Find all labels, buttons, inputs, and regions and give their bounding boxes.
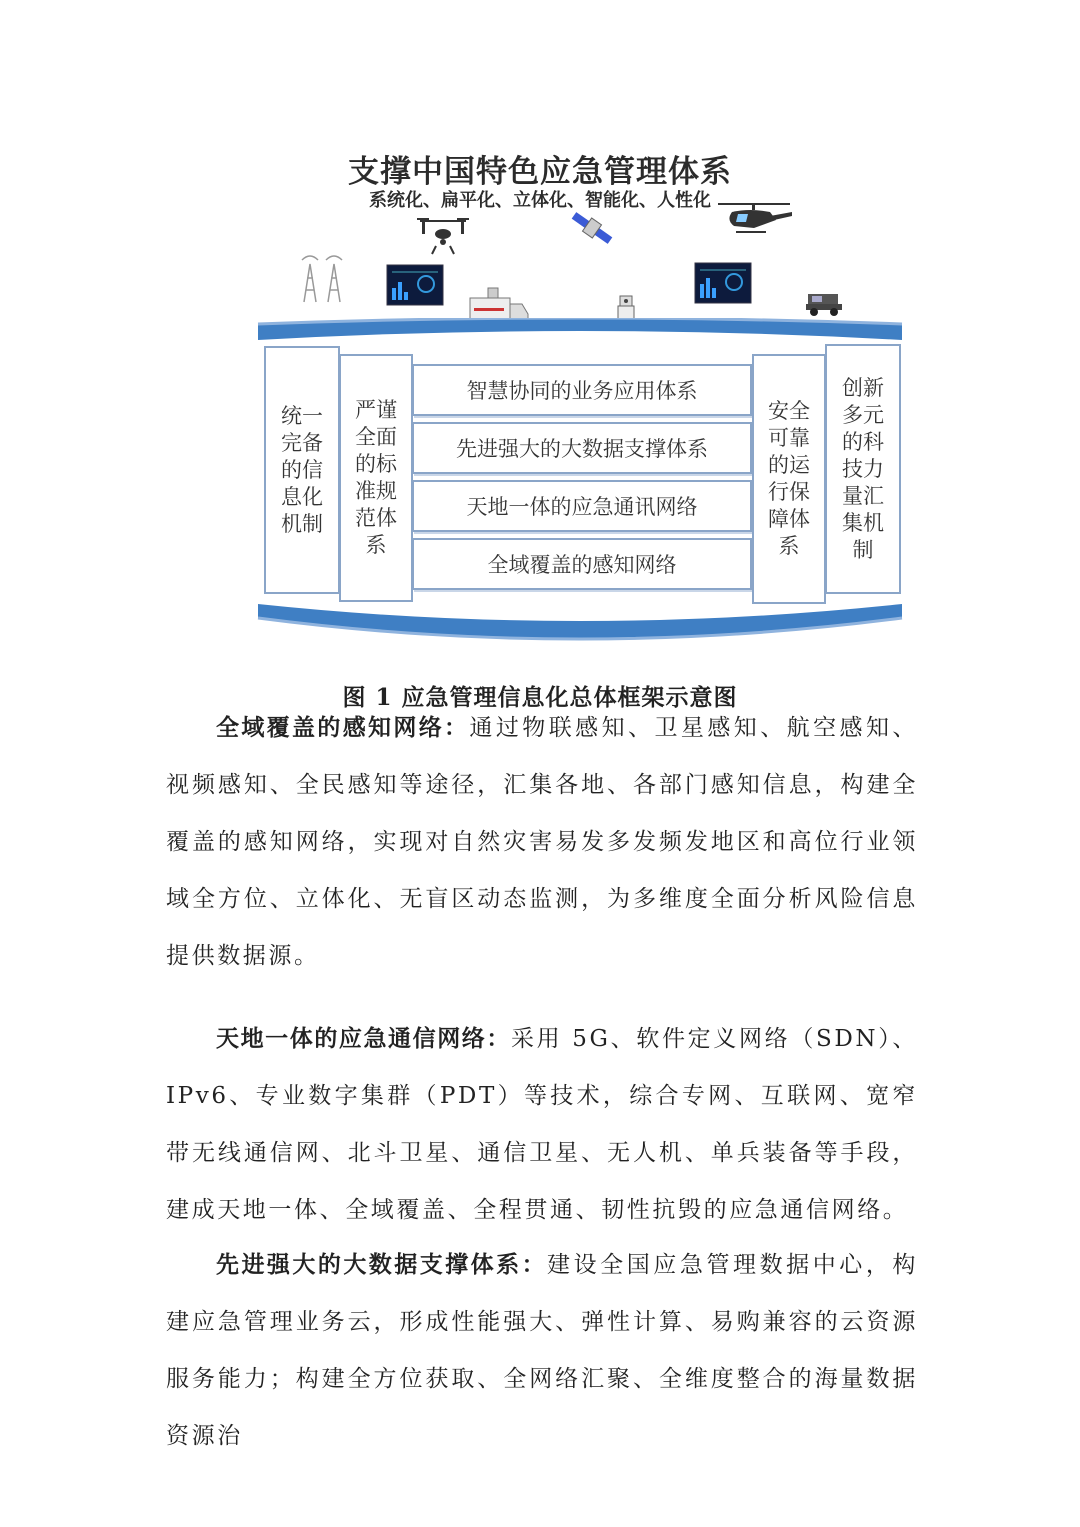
right-column-innovation — [825, 344, 901, 594]
left-column-label: 统一完备的信息化机制 — [281, 403, 323, 536]
drone-icon — [414, 212, 472, 256]
paragraph-communication — [166, 1010, 918, 1239]
paragraph-body: 采用 5G、软件定义网络（SDN）、IPv6、专业数字集群（PDT）等技术，综合专网、互联网、宽窄带无线通信网、北斗卫星、通信卫星、无人机、单兵装备等手段，建成天地一体、全域覆盖、全程贯通、韧性抗毁的应急通信网络。 — [166, 1026, 918, 1223]
dashboard-screen-icon — [386, 264, 444, 306]
right-column-label: 安全可靠的运行保障体系 — [768, 399, 810, 558]
layer-comm-network: 天地一体的应急通讯网络 — [412, 480, 752, 532]
layer-big-data: 先进强大的大数据支撑体系 — [412, 422, 752, 474]
paragraph-heading: 全域覆盖的感知网络： — [216, 714, 470, 741]
dashboard-screen-icon — [694, 262, 752, 304]
left-column-info-mechanism — [264, 346, 340, 594]
left-column-label: 严谨全面的标准规范体系 — [355, 398, 397, 557]
bottom-arc-band — [254, 598, 906, 652]
paragraph-body: 建设全国应急管理数据中心，构建应急管理业务云，形成性能强大、弹性计算、易购兼容的云资源服务能力；构建全方位获取、全网络汇聚、全维度整合的海量数据资源治 — [166, 1252, 918, 1449]
satellite-icon — [568, 206, 616, 250]
paragraph-heading: 天地一体的应急通信网络： — [216, 1025, 511, 1052]
paragraph-big-data — [166, 1236, 918, 1465]
left-column-standards — [339, 354, 413, 602]
framework-diagram — [0, 0, 1080, 660]
paragraph-sensing — [166, 699, 918, 985]
right-column-security — [752, 354, 826, 604]
paragraph-body: 通过物联感知、卫星感知、航空感知、视频感知、全民感知等途径，汇集各地、各部门感知信息，构建全覆盖的感知网络，实现对自然灾害易发多发频发地区和高位行业领域全方位、立体化、无盲区动态监测，为多维度全面分析风险信息提供数据源。 — [166, 715, 919, 969]
paragraph-heading: 先进强大的大数据支撑体系： — [216, 1251, 548, 1278]
right-column-label: 创新多元的科技力量汇集机制 — [842, 375, 884, 562]
jeep-icon — [804, 290, 844, 318]
signal-tower-icon — [292, 252, 352, 304]
helicopter-icon — [714, 198, 794, 242]
layer-sensing-network: 全域覆盖的感知网络 — [412, 538, 752, 590]
figure-caption: 图 1 应急管理信息化总体框架示意图 — [342, 684, 738, 711]
layer-business-apps: 智慧协同的业务应用体系 — [412, 364, 752, 416]
diagram-title: 支撑中国特色应急管理体系 — [348, 154, 732, 190]
diagram-subtitle: 系统化、扁平化、立体化、智能化、人性化 — [369, 190, 711, 211]
